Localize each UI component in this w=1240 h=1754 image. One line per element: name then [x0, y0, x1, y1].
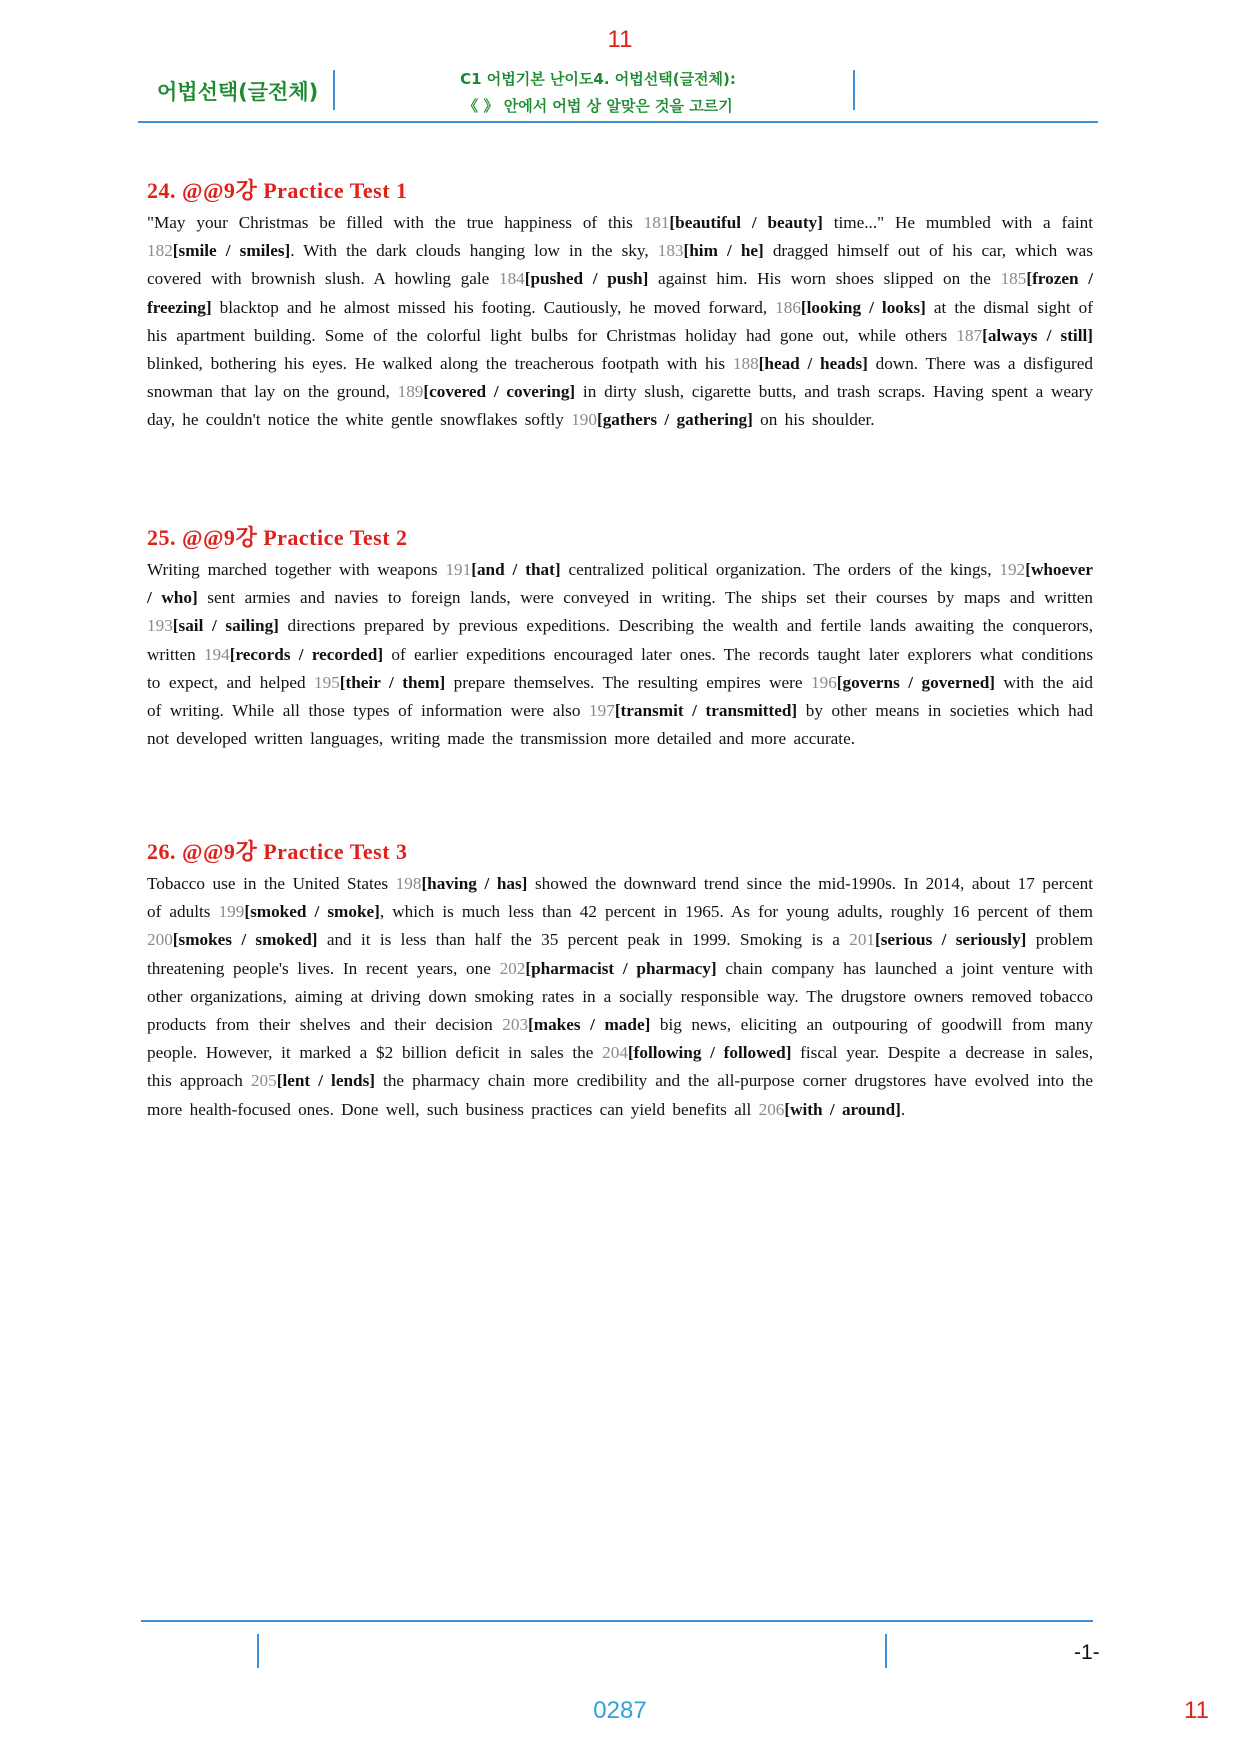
answer-choice: [sail / sailing] [172, 616, 279, 636]
answer-choice: [transmit / transmitted] [614, 701, 798, 721]
question-number: 182 [147, 241, 173, 261]
question-number: 183 [657, 241, 684, 261]
question-number: 191 [445, 560, 472, 579]
passage-text: "May your Christmas be filled with the true happiness of this [147, 213, 644, 232]
section-title [147, 835, 1093, 866]
passage-text: blacktop and he almost missed his footing. Cautiously, he moved forward, [211, 297, 776, 317]
passage-text: showed the downward trend since the mid-1990s. In 2014, about 17 percent of adults [147, 874, 1093, 922]
answer-choice: [having / has] [421, 874, 528, 893]
answer-choice: [smokes / smoked] [172, 930, 318, 950]
question-number: 201 [849, 930, 875, 950]
question-number: 196 [811, 672, 837, 692]
question-number: 185 [1000, 269, 1027, 289]
section-24 [147, 174, 1093, 435]
passage-text: Tobacco use in the United States [147, 874, 396, 893]
top-page-number: 11 [607, 26, 633, 53]
question-number: 194 [203, 644, 230, 664]
answer-choice: [their / them] [339, 672, 446, 692]
header-left-title: 어법선택(글전체) [157, 80, 319, 104]
question-number: 197 [589, 701, 615, 721]
question-number: 181 [643, 213, 670, 232]
question-number: 202 [499, 958, 526, 978]
passage-text: against him. His worn shoes slipped on the [648, 269, 1001, 289]
passage-text: with the aid of writing. While all those types of information were also [147, 672, 1093, 721]
footer-divider-left [257, 1634, 259, 1668]
section-26 [147, 835, 1093, 1124]
passage-text: on his shoulder. [752, 410, 875, 430]
section-prefix: @@9 [182, 839, 236, 864]
header-center-line2: 《 》 안에서 어법 상 알맞은 것을 고르기 [463, 97, 733, 115]
answer-choice: [always / still] [982, 325, 1093, 345]
question-number: 199 [218, 902, 245, 922]
passage-text: . [900, 1099, 906, 1119]
question-number: 195 [314, 672, 340, 692]
question-number: 186 [775, 297, 801, 317]
header-center-line1: C1 어법기본 난이도4. 어법선택(글전체): [460, 70, 736, 88]
footer-divider-right [885, 1634, 887, 1668]
passage-text: prepare themselves. The resulting empires were [445, 672, 812, 692]
passage-text: big news, eliciting an outpouring of goodwill from many people. However, it marked a $2 billion deficit in sales the [147, 1015, 1093, 1063]
passage [147, 556, 1093, 753]
footer-rule [141, 1620, 1093, 1622]
answer-choice: [records / recorded] [229, 644, 384, 664]
answer-choice: [following / followed] [627, 1043, 792, 1063]
answer-choice: [lent / lends] [276, 1071, 375, 1091]
passage-text: sent armies and navies to foreign lands, were conveyed in writing. The ships set their courses by maps and written [197, 588, 1093, 608]
question-number: 193 [147, 616, 173, 636]
question-number: 204 [602, 1043, 628, 1063]
question-number: 198 [395, 874, 422, 893]
answer-choice: [smile / smiles] [172, 241, 291, 261]
passage-text: down. There was a disfigured snowman that lay on the ground, [147, 354, 1094, 402]
passage-text: time..." He mumbled with a faint [822, 213, 1093, 232]
footer-code: 0287 [593, 1697, 647, 1724]
section-title [147, 521, 1093, 552]
answer-choice: [looking / looks] [800, 297, 926, 317]
answer-choice: [pharmacist / pharmacy] [525, 958, 717, 978]
answer-choice: [pushed / push] [524, 269, 649, 289]
question-number: 205 [250, 1071, 277, 1091]
answer-choice: [whoever / who] [147, 560, 1093, 608]
passage-text: directions prepared by previous expeditions. Describing the wealth and fertile lands awaiting the conquerors, written [147, 616, 1093, 664]
passage-text: dragged himself out of his car, which was covered with brownish slush. A howling gale [147, 241, 1093, 289]
footer-page-mark: -1- [1074, 1641, 1100, 1664]
section-number: 24. [147, 178, 176, 203]
question-number: 192 [999, 560, 1026, 579]
section-kor: 강 [235, 179, 258, 204]
section-prefix: @@9 [182, 525, 236, 550]
footer-page-number: 11 [1184, 1697, 1209, 1724]
passage-text: of earlier expeditions encouraged later ones. The records taught later explorers what conditions to expect, and helped [147, 644, 1094, 692]
passage-text: , which is much less than 42 percent in 1965. As for young adults, roughly 16 percent of them [379, 902, 1093, 922]
question-number: 189 [397, 382, 424, 402]
passage-text: in dirty slush, cigarette butts, and trash scraps. Having spent a weary day, he couldn't notice the white gentle snowflakes softly [147, 382, 1093, 430]
answer-choice: [and / that] [471, 560, 561, 579]
header-divider-right [853, 70, 855, 110]
section-25 [147, 521, 1093, 753]
question-number: 200 [147, 930, 173, 950]
passage-text: blinked, bothering his eyes. He walked along the treacherous footpath with his [147, 354, 733, 374]
answer-choice: [beautiful / beauty] [669, 213, 823, 232]
section-number: 26. [147, 839, 176, 864]
answer-choice: [frozen / freezing] [147, 269, 1094, 317]
passage-text: fiscal year. Despite a decrease in sales, this approach [147, 1043, 1093, 1091]
passage-text: . With the dark clouds hanging low in the sky, [290, 241, 658, 261]
passage-text: by other means in societies which had not developed written languages, writing made the transmission more detailed and more accurate. [147, 701, 1094, 749]
header-rule [138, 121, 1098, 123]
answer-choice: [with / around] [784, 1099, 901, 1119]
passage-text: at the dismal sight of his apartment building. Some of the colorful light bulbs for Christmas holiday had gone out, while others [147, 297, 1093, 345]
passage-text: problem threatening people's lives. In recent years, one [147, 930, 1094, 978]
section-title-text: Practice Test 3 [263, 839, 408, 864]
header-center-title [338, 66, 858, 120]
section-kor: 강 [235, 526, 258, 551]
section-title-text: Practice Test 1 [263, 178, 408, 203]
passage-text: and it is less than half the 35 percent peak in 1999. Smoking is a [317, 930, 850, 950]
question-number: 187 [956, 325, 983, 345]
section-number: 25. [147, 525, 176, 550]
passage-text: chain company has launched a joint venture with other organizations, aiming at driving down smoking rates in a socially responsible way. The drugstore owners removed tobacco products from their shelves and their decision [147, 958, 1094, 1035]
passage-text: centralized political organization. The orders of the kings, [560, 560, 1000, 579]
answer-choice: [gathers / gathering] [596, 410, 753, 430]
question-number: 188 [732, 354, 759, 374]
answer-choice: [governs / governed] [836, 672, 996, 692]
question-number: 206 [758, 1099, 785, 1119]
question-number: 190 [571, 410, 597, 430]
answer-choice: [makes / made] [528, 1015, 651, 1035]
passage-text: the pharmacy chain more credibility and the all-purpose corner drugstores have evolved into the more health-focused ones. Done well, such business practices can yield benefits all [147, 1071, 1093, 1119]
answer-choice: [smoked / smoke] [244, 902, 380, 922]
answer-choice: [head / heads] [758, 354, 868, 374]
answer-choice: [him / he] [683, 241, 764, 261]
header-divider-left [333, 70, 335, 110]
passage [147, 209, 1093, 435]
answer-choice: [covered / covering] [423, 382, 576, 402]
passage [147, 870, 1093, 1124]
question-number: 203 [502, 1015, 529, 1035]
section-title-text: Practice Test 2 [263, 525, 408, 550]
section-prefix: @@9 [182, 178, 236, 203]
passage-text: Writing marched together with weapons [147, 560, 446, 579]
section-kor: 강 [235, 840, 258, 865]
question-number: 184 [498, 269, 525, 289]
answer-choice: [serious / seriously] [875, 930, 1027, 950]
section-title [147, 174, 1093, 205]
